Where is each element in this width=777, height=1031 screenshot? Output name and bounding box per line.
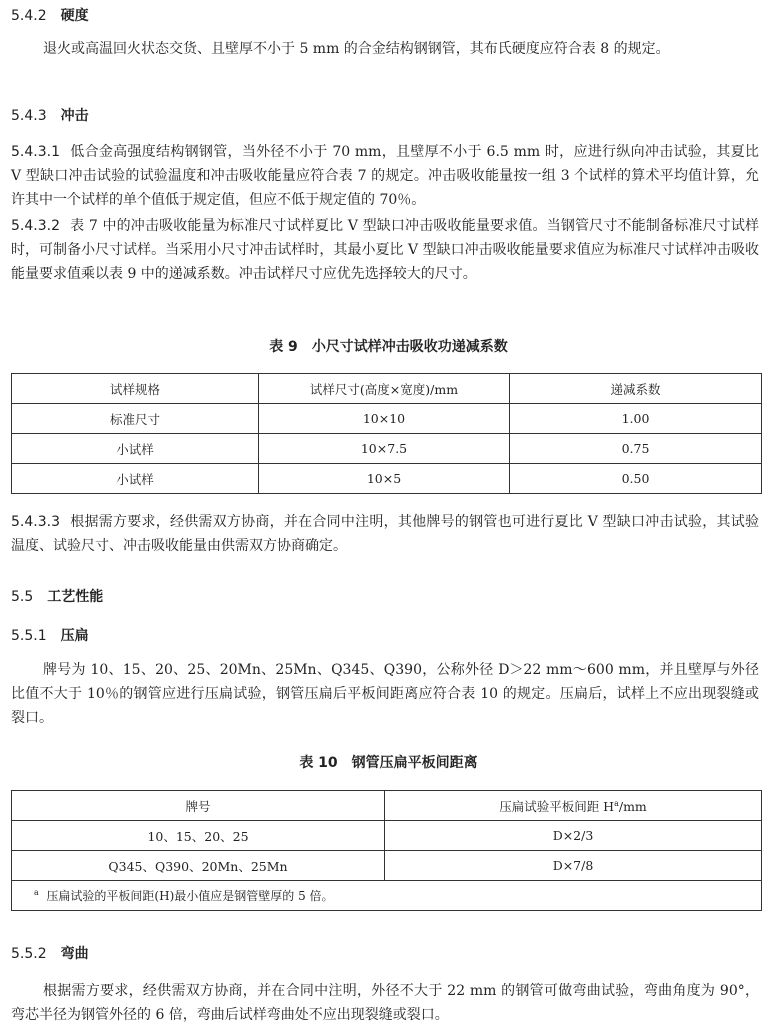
table-9 bbox=[11, 373, 762, 494]
flattening-paragraph: 牌号为 10、15、20、25、20Mn、25Mn、Q345、Q390，公称外径 D＞22 mm～600 mm，并且壁厚与外径比值不大于 10％的钢管应进行压扁试验，钢管压扁后平板间距离应符合表 10 的规定。压扁后，试样上不应出现裂缝或裂口。 bbox=[11, 662, 759, 726]
header-cell: 试样规格 bbox=[12, 374, 259, 404]
header-cell: 牌号 bbox=[12, 791, 385, 821]
paragraph-5-4-3-3: 5.4.3.3 根据需方要求，经供需双方协商，并在合同中注明，其他牌号的钢管也可进行夏比 V 型缺口冲击试验，其试验温度、试验尺寸、冲击吸收能量由供需双方协商确定。 bbox=[11, 514, 759, 554]
paragraph-5-4-3-2: 5.4.3.2 表 7 中的冲击吸收能量为标准尺寸试样夏比 V 型缺口冲击吸收能量要求值。当钢管尺寸不能制备标准尺寸试样时，可制备小尺寸试样。当采用小尺寸冲击试样时，其最小夏比 V 型缺口冲击吸收能量要求值应为标准尺寸试样冲击吸收能量要求值乘以表 9 中的递减系数。冲击试样尺寸应优先选择较大的尺寸。 bbox=[11, 218, 759, 282]
table-row bbox=[12, 404, 762, 434]
table-10 bbox=[11, 790, 762, 911]
table-cell: 10×10 bbox=[259, 404, 510, 434]
table-row bbox=[12, 434, 762, 464]
table-header-row bbox=[12, 791, 762, 821]
table-cell: 10×5 bbox=[259, 464, 510, 494]
table-cell: 1.00 bbox=[510, 404, 762, 434]
table-cell: 0.75 bbox=[510, 434, 762, 464]
section-5-4-2-heading: 5.4.2 硬度 bbox=[11, 8, 89, 24]
table-footnote: $^a$ 压扁试验的平板间距(H)最小值应是钢管壁厚的 5 倍。 bbox=[12, 881, 762, 911]
header-cell: 递减系数 bbox=[510, 374, 762, 404]
table-cell: D×7/8 bbox=[385, 851, 762, 881]
header-cell: 试样尺寸(高度×宽度)/mm bbox=[259, 374, 510, 404]
table-9-caption: 表 9 小尺寸试样冲击吸收功递减系数 bbox=[269, 339, 508, 355]
section-5-5-2-heading: 5.5.2 弯曲 bbox=[11, 946, 89, 962]
table-row bbox=[12, 821, 762, 851]
table-cell: Q345、Q390、20Mn、25Mn bbox=[12, 851, 385, 881]
paragraph-5-4-3-1: 5.4.3.1 低合金高强度结构钢钢管，当外径不小于 70 mm，且壁厚不小于 6.5 mm 时，应进行纵向冲击试验，其夏比 V 型缺口冲击试验的试验温度和冲击吸收能量应符合表 7 的规定。冲击吸收能量按一组 3 个试样的算术平均值计算，允许其中一个试样的单个值低于规定值，但应不低于规定值的 70％。 bbox=[11, 144, 759, 208]
section-5-5-1-heading: 5.5.1 压扁 bbox=[11, 628, 89, 644]
table-cell: 标准尺寸 bbox=[12, 404, 259, 434]
bending-paragraph: 根据需方要求，经供需双方协商，并在合同中注明，外径不大于 22 mm 的钢管可做弯曲试验，弯曲角度为 90°，弯芯半径为钢管外径的 6 倍，弯曲后试样弯曲处不应出现裂缝或裂口。 bbox=[11, 983, 759, 1023]
section-5-4-3-heading: 5.4.3 冲击 bbox=[11, 108, 89, 124]
table-row bbox=[12, 851, 762, 881]
hardness-paragraph: 退火或高温回火状态交货、且壁厚不小于 5 mm 的合金结构钢钢管，其布氏硬度应符合表 8 的规定。 bbox=[43, 41, 670, 57]
table-cell: D×2/3 bbox=[385, 821, 762, 851]
table-note-row bbox=[12, 881, 762, 911]
table-header-row bbox=[12, 374, 762, 404]
table-cell: 0.50 bbox=[510, 464, 762, 494]
table-cell: 小试样 bbox=[12, 464, 259, 494]
section-5-5-heading: 5.5 工艺性能 bbox=[11, 589, 104, 605]
table-cell: 10×7.5 bbox=[259, 434, 510, 464]
table-cell: 10、15、20、25 bbox=[12, 821, 385, 851]
table-row bbox=[12, 464, 762, 494]
table-cell: 小试样 bbox=[12, 434, 259, 464]
header-cell: 压扁试验平板间距 $H^a/mm$ bbox=[385, 791, 762, 821]
table-10-caption: 表 10 钢管压扁平板间距离 bbox=[299, 755, 478, 771]
